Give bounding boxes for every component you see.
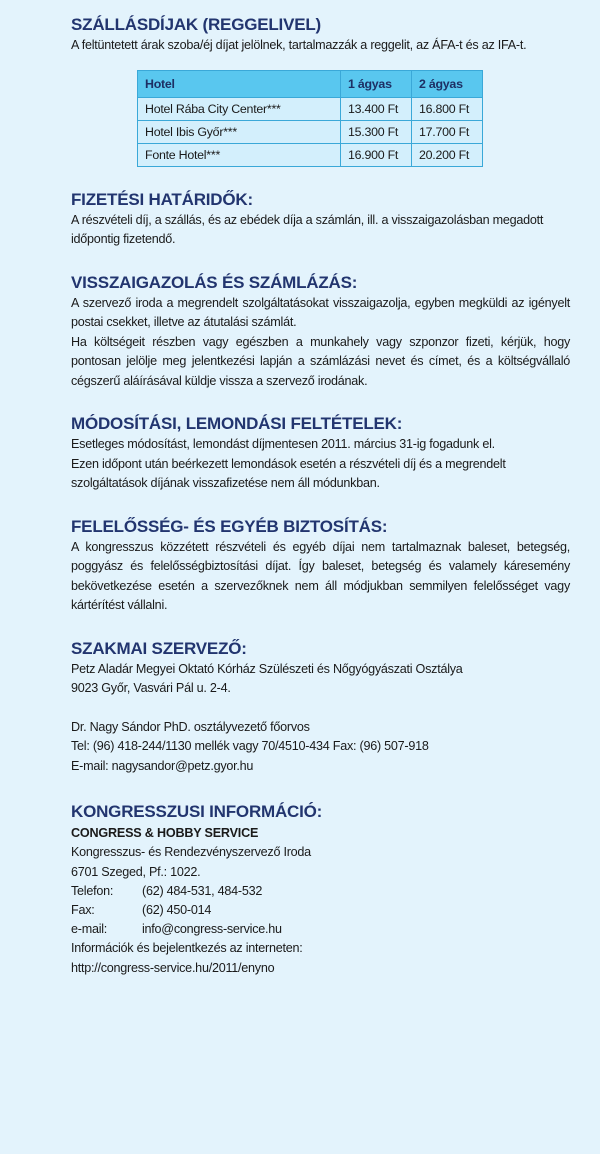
- column-header-double: 2 ágyas: [412, 70, 483, 97]
- single-price-cell: 16.900 Ft: [341, 143, 412, 166]
- single-price-cell: 13.400 Ft: [341, 97, 412, 120]
- confirmation-heading: VISSZAIGAZOLÁS ÉS SZÁMLÁZÁS:: [71, 272, 358, 292]
- cancellation-section: [71, 413, 570, 494]
- insurance-text: A kongresszus közzétett részvételi és egyéb díjai nem tartalmaznak baleset, betegség, poggyász és felelősségbiztosítási díjat. Így baleset, betegség és valamely káresemény bekövetkezése esetén a szervezőknek nem áll módjukban semmilyen felelősséget vagy kártérítést vállalni.: [71, 539, 570, 612]
- contact-value: (62) 484-531, 484-532: [142, 884, 263, 898]
- double-price-cell: 17.700 Ft: [412, 120, 483, 143]
- congress-address: 6701 Szeged, Pf.: 1022.: [71, 864, 201, 879]
- insurance-section: [71, 516, 570, 616]
- contact-row-email: [71, 920, 570, 939]
- accommodation-intro: A feltüntetett árak szoba/éj díjat jelölnek, tartalmazzák a reggelit, az ÁFA-t és az IFA-t.: [71, 38, 527, 52]
- hospital-name: Petz Aladár Megyei Oktató Kórház Szülészeti és Nőgyógyászati Osztálya: [71, 661, 463, 676]
- contact-row-fax: [71, 901, 570, 920]
- contact-value: info@congress-service.hu: [142, 922, 282, 936]
- hotel-name-cell: Hotel Rába City Center***: [138, 97, 341, 120]
- deadlines-heading: FIZETÉSI HATÁRIDŐK:: [71, 189, 253, 209]
- congress-info-heading: KONGRESSZUSI INFORMÁCIÓ:: [71, 802, 323, 821]
- organizer-name: Dr. Nagy Sándor PhD. osztályvezető főorvos: [71, 719, 310, 734]
- hospital-address: 9023 Győr, Vasvári Pál u. 2-4.: [71, 681, 231, 695]
- confirmation-text-1: A szervező iroda a megrendelt szolgáltatásokat visszaigazolja, egyben megküldi az igényelt postai csekket, illetve az átutalási számlát.: [71, 295, 570, 329]
- contact-row-phone: [71, 882, 570, 901]
- single-price-cell: 15.300 Ft: [341, 120, 412, 143]
- column-header-single: 1 ágyas: [341, 70, 412, 97]
- organizer-email: E-mail: nagysandor@petz.gyor.hu: [71, 758, 254, 773]
- table-header-row: [138, 70, 483, 97]
- contact-value: (62) 450-014: [142, 903, 212, 917]
- hotel-name-cell: Hotel Ibis Győr***: [138, 120, 341, 143]
- congress-website-link[interactable]: http://congress-service.hu/2011/enyno: [71, 960, 275, 975]
- deadlines-text: A részvételi díj, a szállás, és az ebédek díja a számlán, ill. a visszaigazolásban megadott időpontig fizetendő.: [71, 212, 544, 246]
- cancellation-line-1: Esetleges módosítást, lemondást díjmentesen 2011. március 31-ig fogadunk el.: [71, 437, 495, 451]
- hotel-name-cell: Fonte Hotel***: [138, 143, 341, 166]
- insurance-heading: FELELŐSSÉG- ÉS EGYÉB BIZTOSÍTÁS:: [71, 516, 388, 536]
- cancellation-heading: MÓDOSÍTÁSI, LEMONDÁSI FELTÉTELEK:: [71, 414, 403, 433]
- confirmation-text-2: Ha költségeit részben vagy egészben a munkahely vagy szponzor fizeti, kérjük, hogy pontosan jelölje meg jelentkezési lapján a számlázási nevet és címet, és a költségvállaló cégszerű aláírásával küldje vissza a szervező irodának.: [71, 334, 570, 388]
- double-price-cell: 16.800 Ft: [412, 97, 483, 120]
- congress-office-name: Kongresszus- és Rendezvényszervező Iroda: [71, 845, 311, 859]
- contact-label: Fax:: [71, 903, 95, 917]
- double-price-cell: 20.200 Ft: [412, 143, 483, 166]
- organizer-phone: Tel: (96) 418-244/1130 mellék vagy 70/4510-434 Fax: (96) 507-918: [71, 739, 429, 753]
- online-info-label: Információk és bejelentkezés az interneten:: [71, 941, 303, 955]
- contact-label: e-mail:: [71, 922, 108, 936]
- contact-label: Telefon:: [71, 884, 114, 898]
- accommodation-heading: SZÁLLÁSDÍJAK (REGGELIVEL): [71, 15, 322, 34]
- table-row: [138, 143, 483, 166]
- hotel-rates-table: [137, 70, 483, 167]
- congress-info-section: [71, 801, 570, 978]
- table-row: [138, 97, 483, 120]
- congress-company-name: CONGRESS & HOBBY SERVICE: [71, 826, 259, 840]
- professional-organizer-section: [71, 638, 570, 777]
- cancellation-line-2: Ezen időpont után beérkezett lemondások esetén a részvételi díj és a megrendelt szolgáltatások díjának visszafizetése nem áll módunkban.: [71, 456, 506, 490]
- deadlines-section: [71, 189, 570, 250]
- column-header-hotel: Hotel: [138, 70, 341, 97]
- accommodation-section: [71, 14, 570, 167]
- professional-organizer-heading: SZAKMAI SZERVEZŐ:: [71, 638, 247, 658]
- confirmation-section: [71, 272, 570, 392]
- table-row: [138, 120, 483, 143]
